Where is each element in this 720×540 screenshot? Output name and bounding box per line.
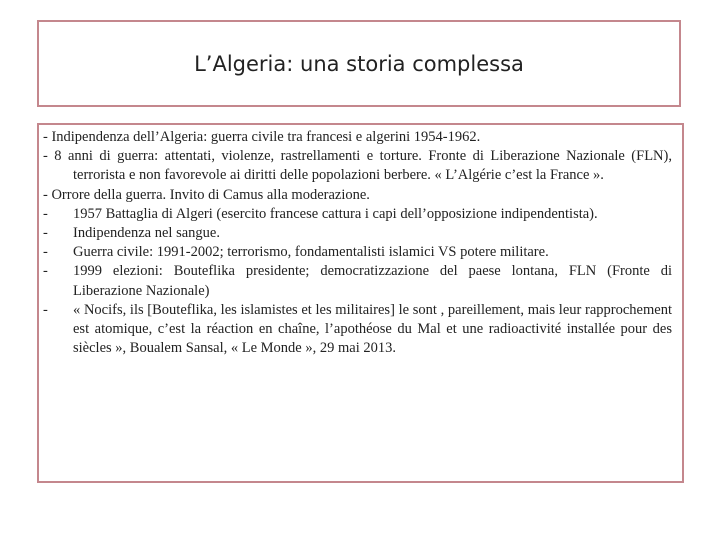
bullet-camus: - Orrore della guerra. Invito di Camus alla moderazione.	[43, 186, 370, 203]
bullet-war-years: - 8 anni di guerra: attentati, violenze, rastrellamenti e torture. Fronte di Liberazione Nazionale (FLN), terrorista e non favorevole ai diritti delle popolazioni berbere. « L’Algérie c’est la France ».	[43, 148, 672, 184]
title-box	[37, 20, 681, 107]
list-item-text: Guerra civile: 1991-2002; terrorismo, fondamentalisti islamici VS potere militare.	[73, 244, 549, 261]
content-box	[37, 123, 684, 483]
list-item-1999-elections	[43, 262, 672, 300]
list-item-text: 1957 Battaglia di Algeri (esercito francese cattura i capi dell’opposizione indipendentista).	[73, 205, 598, 222]
list-item-battle-of-algiers	[43, 205, 672, 224]
list-item-text: 1999 elezioni: Bouteflika presidente; democratizzazione del paese lontana, FLN (Fronte di Liberazione Nazionale)	[73, 263, 672, 299]
list-item-text: « Nocifs, ils [Bouteflika, les islamistes et les militaires] le sont , pareillement, mais leur rapprochement est atomique, c’est la réaction en chaîne, l’apothéose du Mal et une radioactivité installée pour des siècles », Boualem Sansal, « Le Monde », 29 mai 2013.	[73, 301, 672, 357]
dash-marker: -	[43, 205, 48, 222]
dash-marker: -	[43, 263, 48, 280]
list-item-independence-blood	[43, 224, 672, 243]
bullet-independence: - Indipendenza dell’Algeria: guerra civile tra francesi e algerini 1954-1962.	[43, 129, 481, 145]
dash-marker: -	[43, 301, 48, 318]
dash-marker: -	[43, 225, 48, 242]
list-item-text: Indipendenza nel sangue.	[73, 225, 220, 242]
list-item-civil-war	[43, 243, 672, 262]
slide-title: L’Algeria: una storia complessa	[194, 51, 524, 76]
list-item-sansal-quote	[43, 301, 672, 359]
dash-marker: -	[43, 244, 48, 261]
